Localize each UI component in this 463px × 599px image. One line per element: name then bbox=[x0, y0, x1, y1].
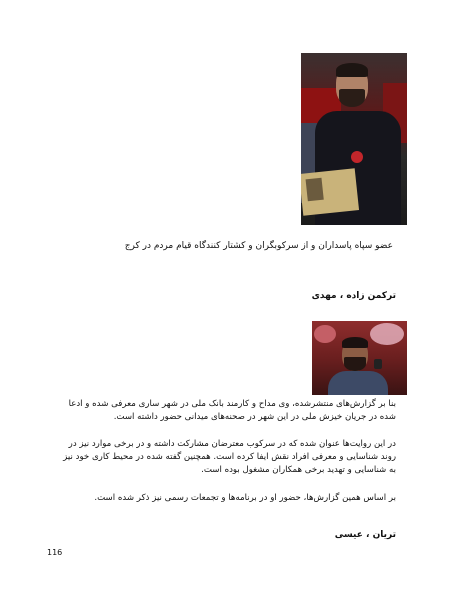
paragraph-3: بر اساس همین گزارش‌ها، حضور او در برنامه‌ها و تجمعات رسمی نیز ذکر شده است. bbox=[94, 493, 396, 503]
section-name-1: ترکمن زاده ، مهدی bbox=[311, 291, 396, 301]
section-name-2: تریان ، عیسی bbox=[334, 530, 396, 540]
person-beard bbox=[344, 357, 366, 371]
person-hair bbox=[342, 337, 368, 348]
person-photo-1 bbox=[301, 53, 407, 225]
person-photo-2 bbox=[312, 321, 407, 395]
person-hair bbox=[336, 63, 368, 77]
uniform-patch bbox=[351, 151, 363, 163]
microphone bbox=[374, 359, 382, 369]
plaque-portrait bbox=[306, 178, 324, 202]
photo-caption: عضو سپاه پاسداران و از سرکوبگران و کشتار کنندگاه قیام مردم در کرج bbox=[124, 241, 393, 251]
page-number: 116 bbox=[47, 548, 63, 557]
background-decoration-right bbox=[370, 323, 404, 345]
plaque bbox=[301, 168, 359, 216]
paragraph-2: در این روایت‌ها عنوان شده که در سرکوب معترضان مشارکت داشته و در برخی موارد نیز در روند شناسایی و معرفی افراد نقش ایفا کرده است. همچنین گفته شده در محیط کاری خود نیز به شناسایی و تهدید برخی همکاران مشغول بوده است. bbox=[63, 439, 396, 475]
paragraph-1: بنا بر گزارش‌های منتشرشده، وی مداح و کارمند بانک ملی در شهر ساری معرفی شده و ادعا شده در جریان خیزش ملی در این شهر در صحنه‌های میدانی حضور داشته است. bbox=[68, 399, 396, 422]
person-body bbox=[328, 371, 388, 395]
background-decoration-left bbox=[314, 325, 336, 343]
person-beard bbox=[339, 89, 365, 107]
